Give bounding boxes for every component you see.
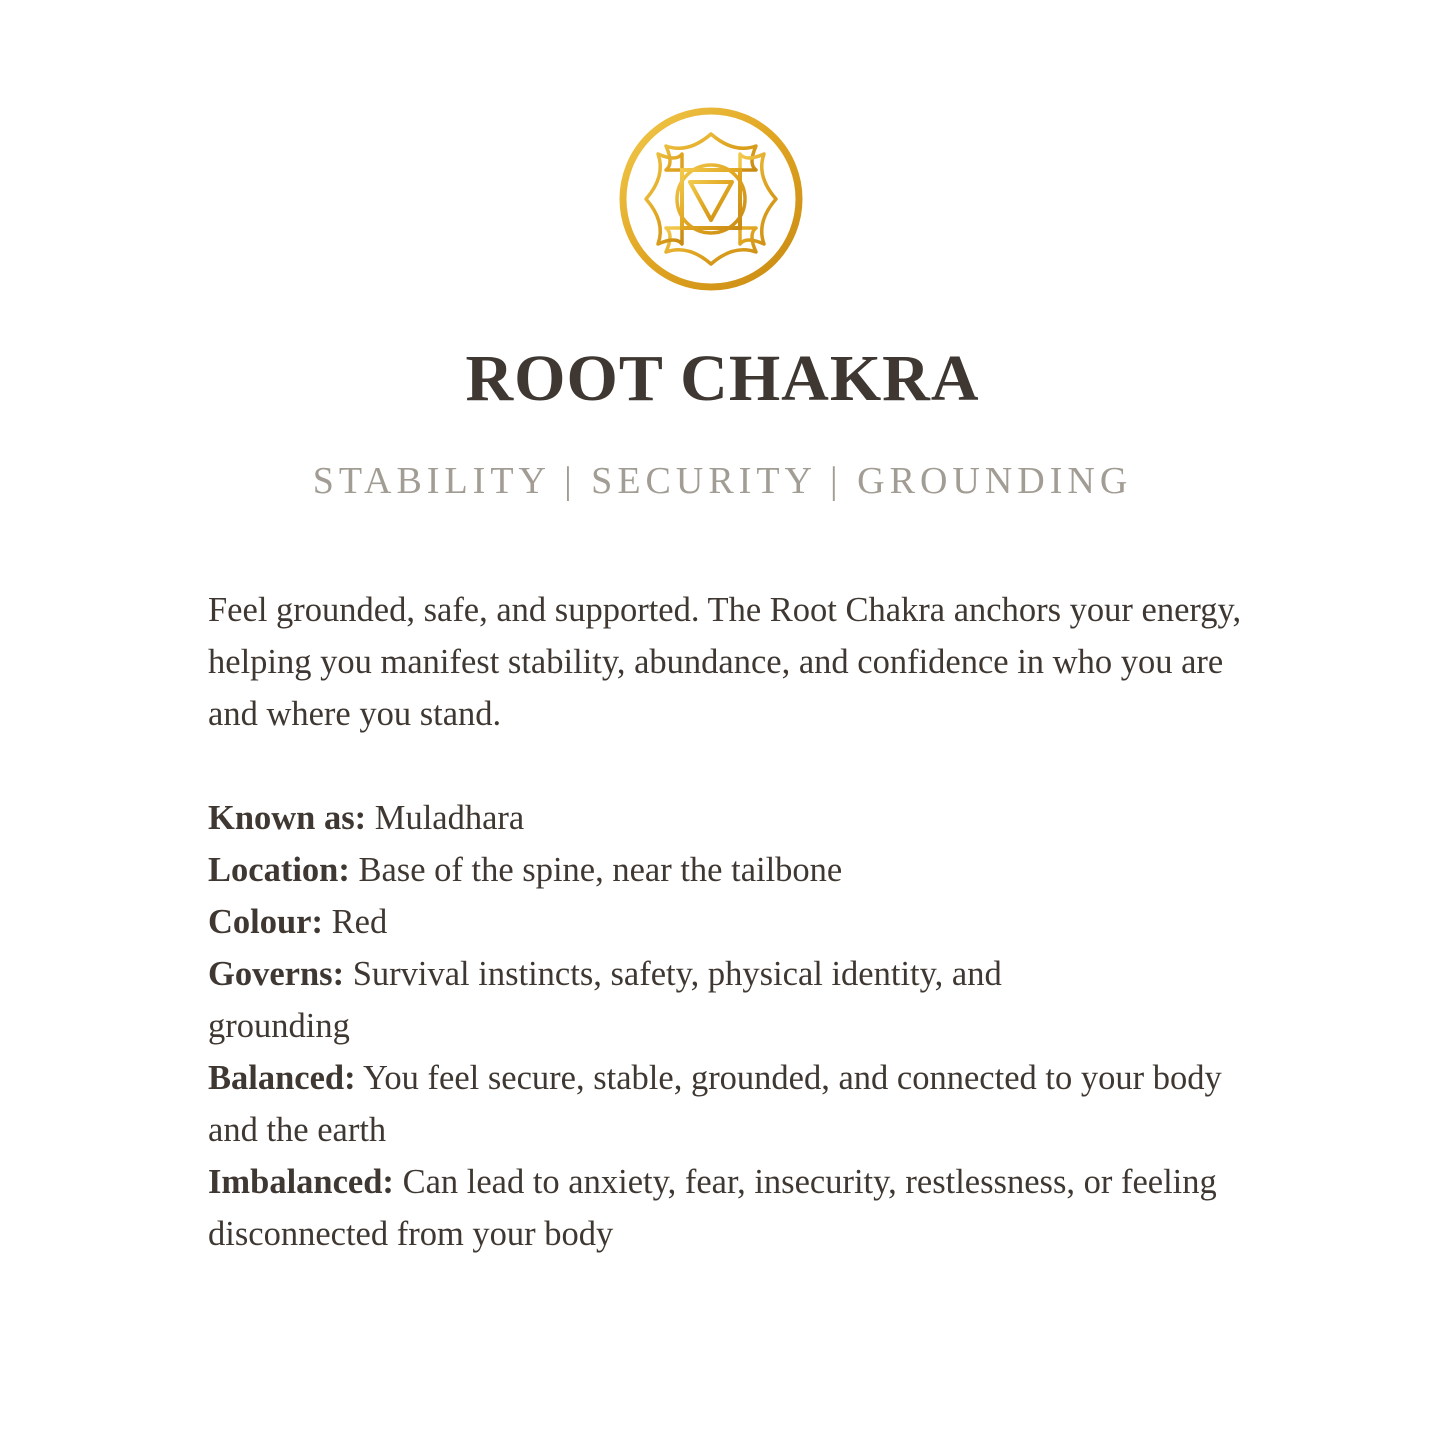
intro-paragraph: Feel grounded, safe, and supported. The Root Chakra anchors your energy, helping you manifest stability, abundance, and confidence in who you are and where you stand. (208, 591, 1242, 733)
fact-governs (208, 948, 1088, 1052)
root-chakra-emblem-icon (618, 106, 804, 292)
fact-value: Base of the spine, near the tailbone (358, 851, 843, 889)
fact-label: Imbalanced: (208, 1163, 394, 1201)
page-title: ROOT CHAKRA (465, 342, 980, 415)
fact-value: Muladhara (374, 799, 525, 837)
fact-label: Governs: (208, 955, 345, 993)
fact-colour (208, 896, 1248, 948)
facts-list (208, 792, 1248, 1260)
fact-label: Colour: (208, 903, 323, 941)
fact-label: Balanced: (208, 1059, 356, 1097)
fact-value: Red (331, 903, 388, 941)
fact-imbalanced (208, 1156, 1248, 1260)
fact-value: Can lead to anxiety, fear, insecurity, restlessness, or feeling disconnected from your body (208, 1163, 1217, 1253)
fact-label: Known as: (208, 799, 367, 837)
fact-label: Location: (208, 851, 350, 889)
fact-balanced (208, 1052, 1248, 1156)
fact-value: You feel secure, stable, grounded, and connected to your body and the earth (208, 1059, 1222, 1149)
fact-known-as (208, 792, 1248, 844)
fact-location (208, 844, 1248, 896)
fact-value: Survival instincts, safety, physical identity, and grounding (208, 955, 1002, 1045)
page-subtitle: STABILITY | SECURITY | GROUNDING (312, 460, 1133, 502)
